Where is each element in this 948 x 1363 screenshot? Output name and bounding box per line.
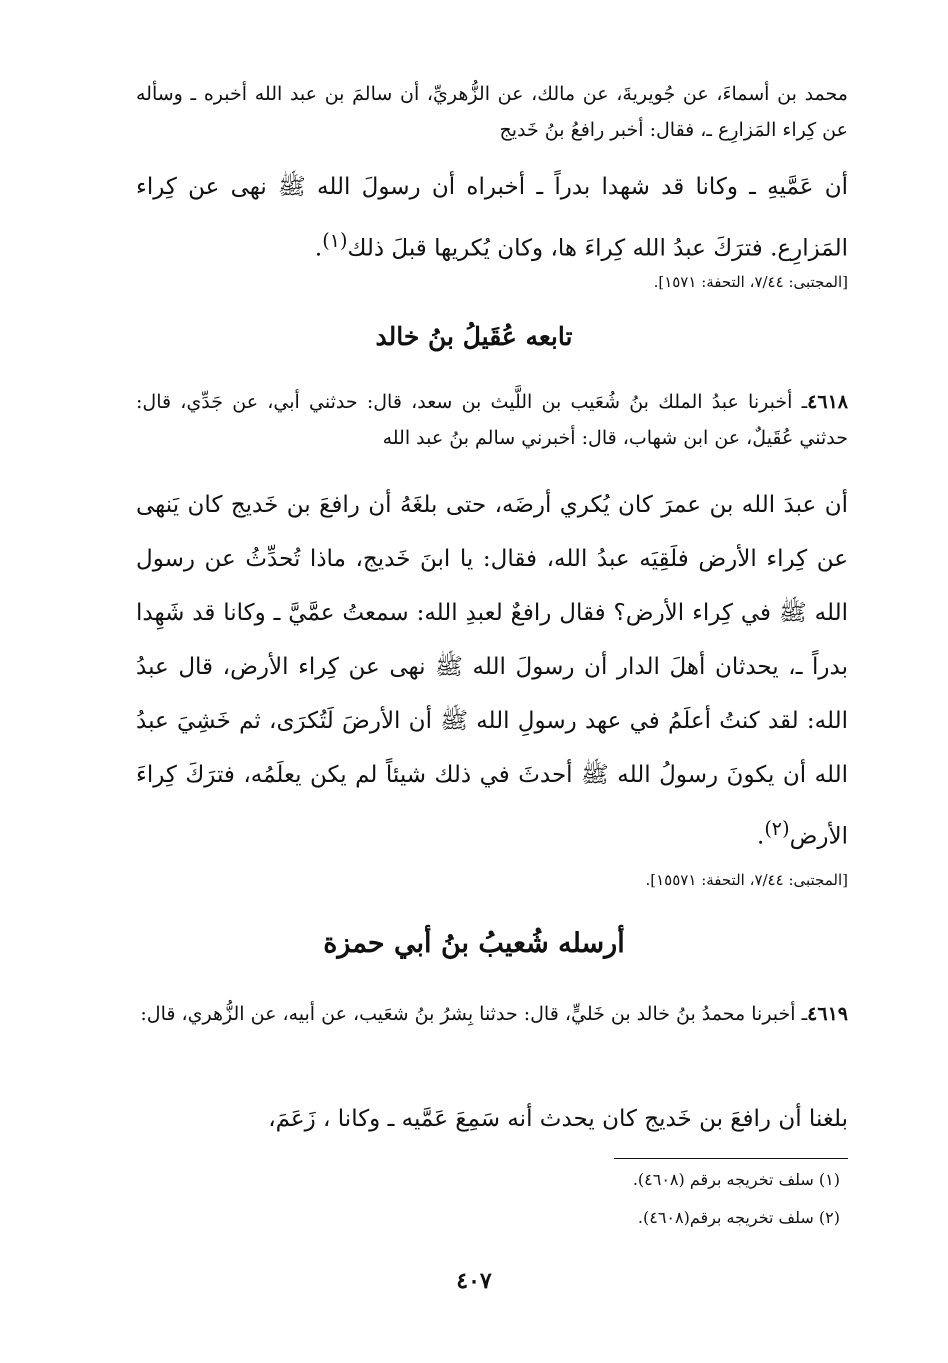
isnad-text: ـ أخبرنا عبدُ الملك بنُ شُعَيب بن اللَّيث بن سعد، قال: حدثني أبي، عن جَدِّي، قال: حدثني عُقَيلٌ، عن ابن شهاب، قال: أخبرني سالم بنُ عبد الله — [136, 391, 848, 449]
hadith-4618-isnad — [136, 384, 848, 456]
isnad-continuation — [136, 76, 848, 148]
section-heading-1: تابعه عُقَيلُ بنُ خالد — [375, 322, 573, 351]
matn-text: أن عبدَ الله بن عمرَ كان يُكري أرضَه، حتى بلغَهُ أن رافعَ بن خَديج كان يَنهى عن كِراء الأرض فلَقِيَه عبدُ الله، فقال: يا ابنَ خَديج، ماذا تُحدِّثُ عن رسول الله ﷺ في كِراء الأرض؟ فقال رافعٌ لعبدِ الله: سمعتُ عمَّيَّ ـ وكانا قد شَهِدا بدراً ـ، يحدثان أهلَ الدار أن رسولَ الله ﷺ نهى عن كِراء الأرض، قال عبدُ الله: لقد كنتُ أعلَمُ في عهد رسولِ الله ﷺ أن الأرضَ لَتُكرَى، ثم خَشِيَ عبدُ الله أن يكونَ رسولُ الله ﷺ أحدثَ في ذلك شيئاً لم يكن يعلَمُه، فترَكَ كِراءَ الأرض — [136, 492, 848, 850]
isnad-text: محمد بن أسماءَ، عن جُويريةَ، عن مالك، عن الزُّهريِّ، أن سالمَ بن عبد الله أخبره ـ وسأله عن كِراء المَزارِع ـ، فقال: أخبر رافعُ بنُ خَديج — [136, 83, 848, 141]
hadith-number: ٤٦١٩ — [807, 1003, 848, 1025]
hadith-4619-matn: بلغنا أن رافعَ بن خَديج كان يحدث أنه سَمِعَ عَمَّيه ـ وكانا ، زَعَمَ، — [268, 1106, 848, 1132]
footnote-marker: (٢) — [764, 817, 790, 840]
hadith-number: ٤٦١٨ — [807, 391, 848, 413]
page-number: ٤٠٧ — [456, 1268, 492, 1294]
matn-end: . — [314, 235, 323, 262]
section-heading-2: أرسله شُعيبُ بنُ أبي حمزة — [323, 928, 625, 959]
footnote-separator — [614, 1158, 848, 1159]
matn-end: . — [757, 823, 765, 850]
matn-continuation — [136, 160, 848, 276]
isnad-text: ـ أخبرنا محمدُ بنُ خالد بن خَليٍّ، قال: حدثنا بِشرُ بنُ شعَيب، عن أبيه، عن الزُّهري، قال: — [140, 1003, 808, 1025]
hadith-4619-isnad — [136, 996, 848, 1032]
reference-2: [المجتبى: ٧/٤٤، التحفة: ١٥٥٧١]. — [645, 871, 848, 889]
footnote-1: (١) سلف تخريجه برقم (٤٦٠٨). — [632, 1170, 840, 1189]
footnote-2: (٢) سلف تخريجه برقم(٤٦٠٨). — [637, 1208, 840, 1227]
hadith-4618-matn — [136, 478, 848, 864]
matn-text: أن عَمَّيهِ ـ وكانا قد شهدا بدراً ـ أخبراه أن رسولَ الله ﷺ نهى عن كِراء المَزارِع. فترَكَ عبدُ الله كِراءَ ها، وكان يُكريها قبلَ ذلك — [136, 174, 848, 262]
footnote-marker: (١) — [322, 229, 348, 252]
reference-1: [المجتبى: ٧/٤٤، التحفة: ١٥٧١]. — [653, 273, 848, 291]
